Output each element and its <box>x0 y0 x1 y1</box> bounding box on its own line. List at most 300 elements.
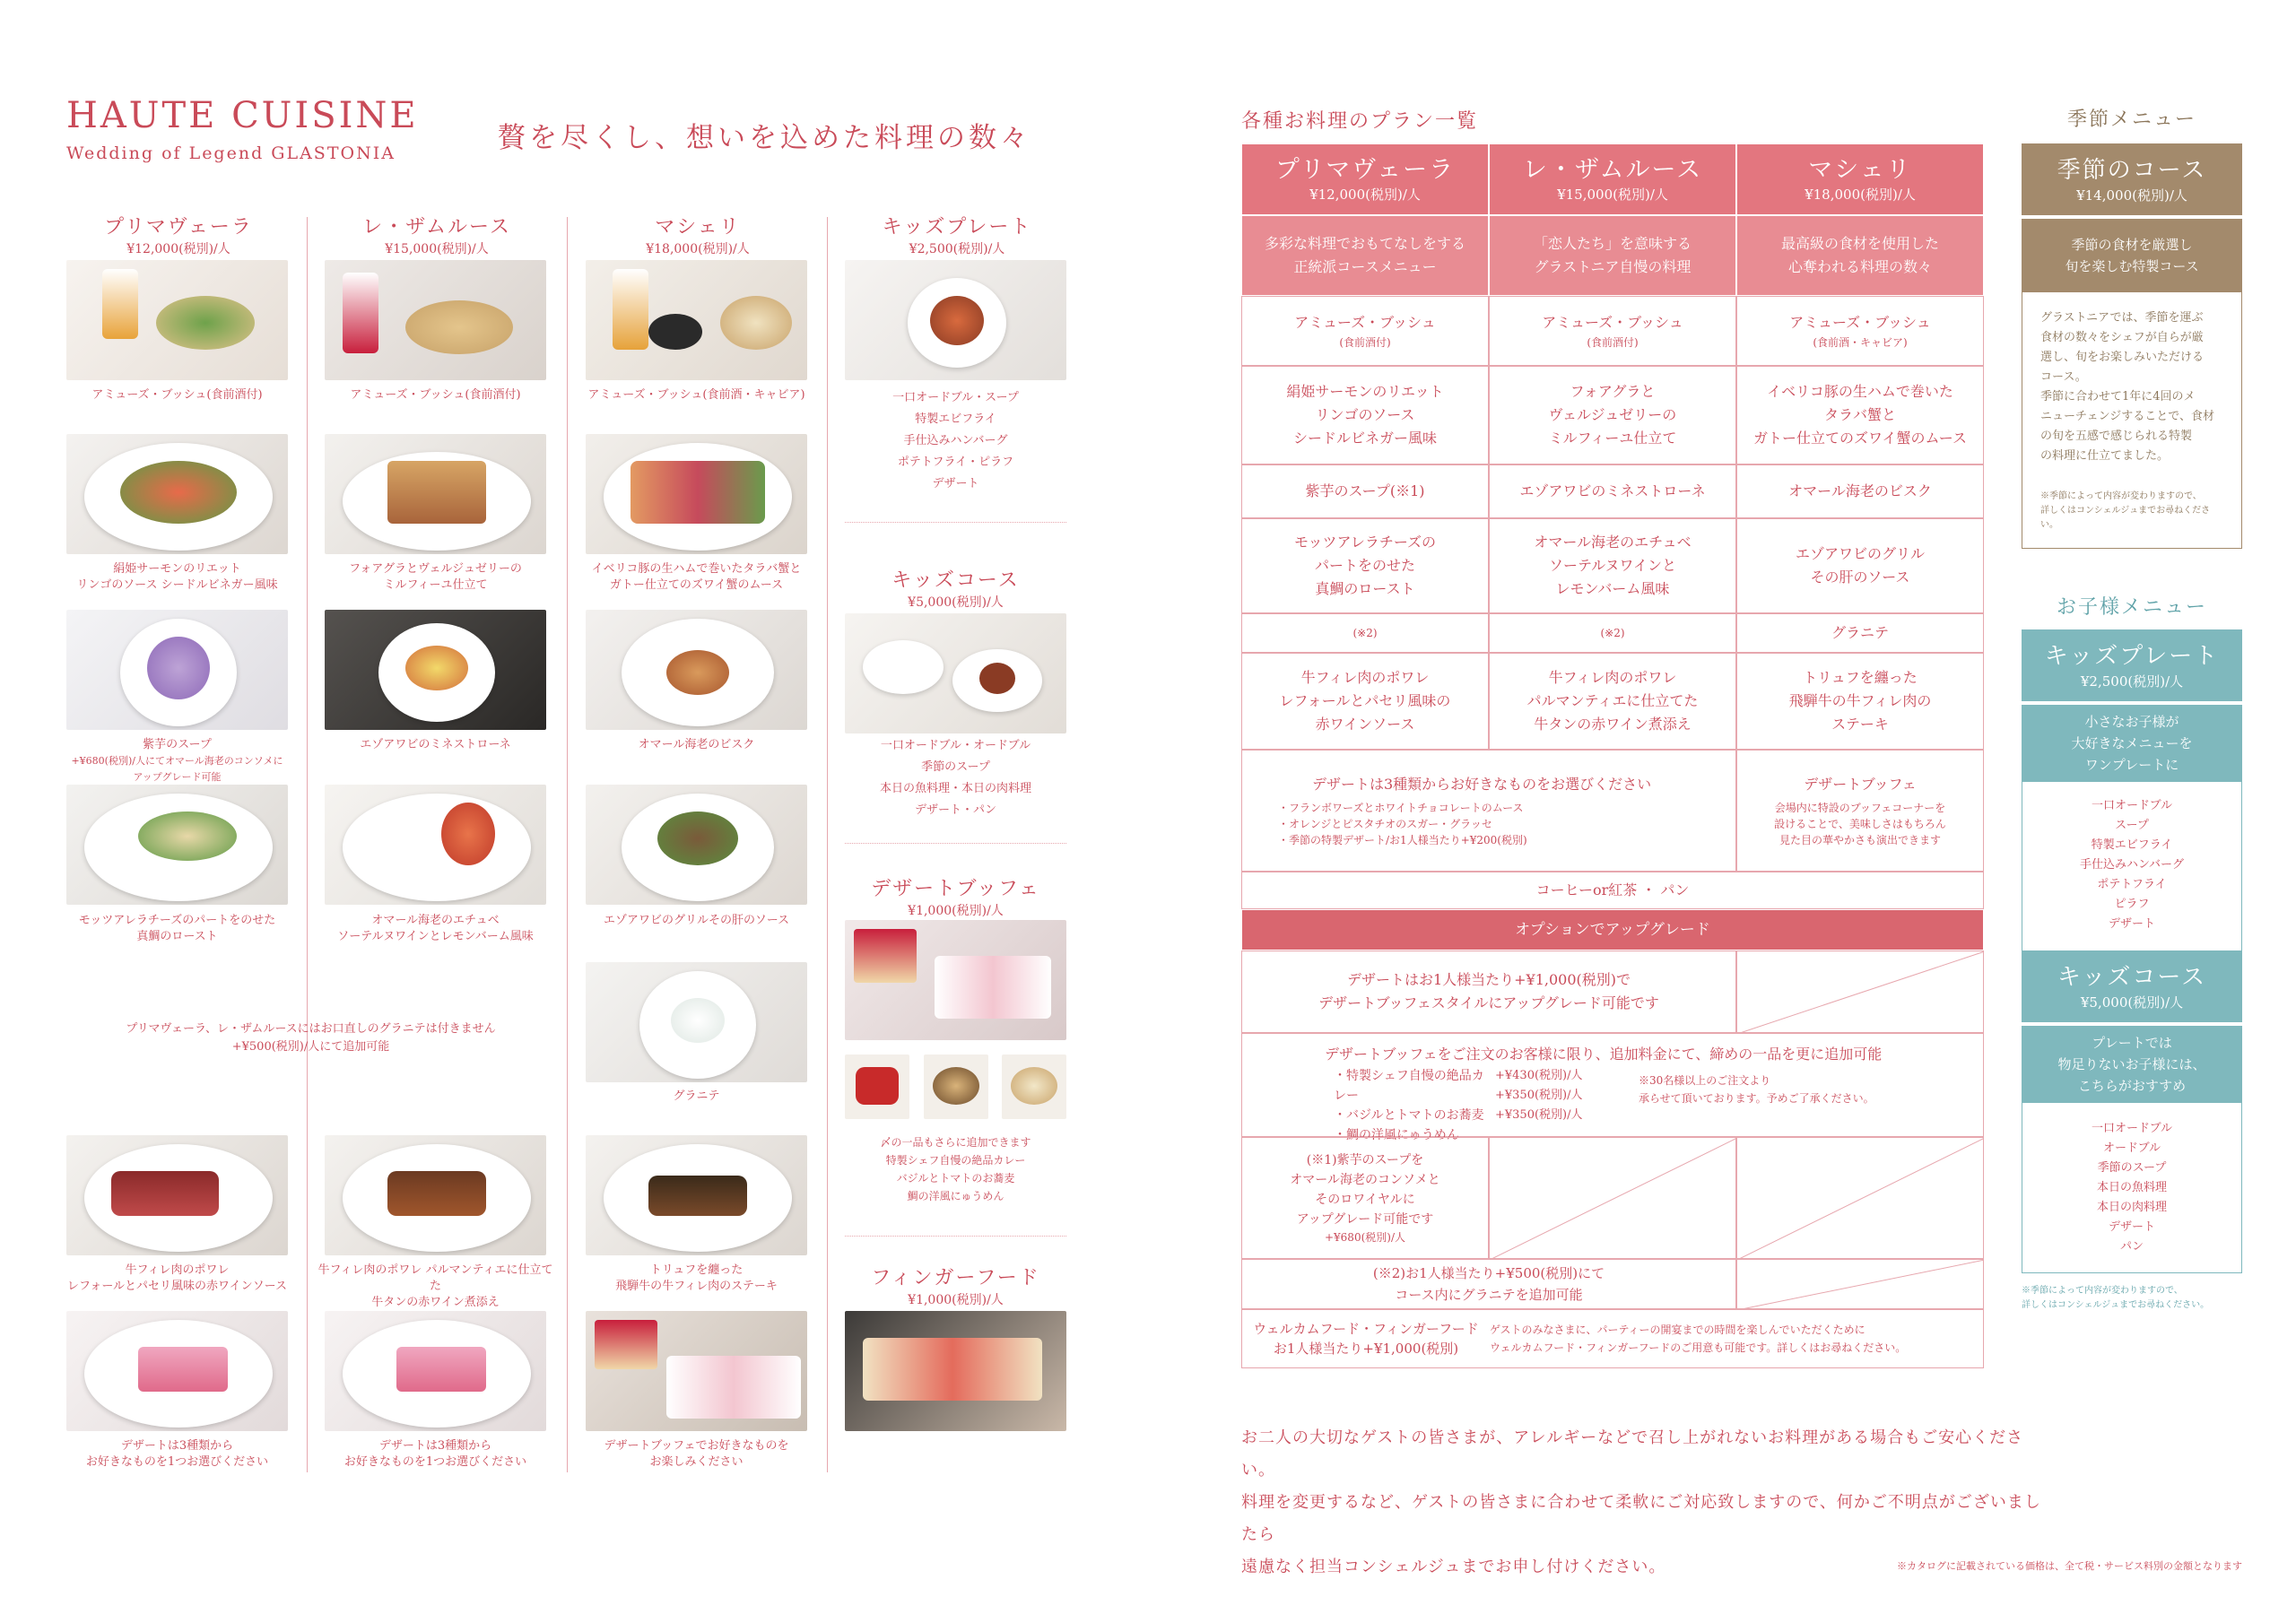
seasonal-note-line: 詳しくはコンシェルジュまでお尋ねください。 <box>2040 506 2211 530</box>
kids-item: デザート <box>2108 917 2155 931</box>
caption <box>586 1438 807 1471</box>
dish-dessert <box>396 1347 486 1392</box>
option-item: ・バジルとトマトのお蕎麦 <box>1334 1108 1484 1123</box>
dish-food <box>387 461 486 524</box>
kids-sub-line: ワンプレートに <box>2084 757 2179 773</box>
kids-course-list <box>2022 1103 2242 1273</box>
buffet-note-line: 特製シェフ自慢の絶品カレー <box>885 1154 1026 1167</box>
plan-cell <box>1241 613 1489 653</box>
dish-photo <box>586 434 807 554</box>
caption <box>317 1263 553 1311</box>
plan-cell <box>1241 366 1489 464</box>
option-row <box>1241 1309 1984 1368</box>
caption-line: アミューズ・ブッシュ(食前酒付) <box>91 388 263 402</box>
plan-cell <box>1736 464 1984 518</box>
dish-photo <box>586 1311 807 1431</box>
kids-item: 季節のスープ <box>2097 1161 2167 1175</box>
option-empty <box>1489 1137 1736 1259</box>
dish-food <box>138 812 237 861</box>
dessert-buffet-title <box>845 873 1066 919</box>
dish-food <box>156 296 255 350</box>
dish-soup <box>147 637 210 699</box>
plan-name: プリマヴェーラ <box>1274 156 1456 184</box>
plan-cell <box>1736 653 1984 750</box>
kids-item: オードブル <box>2102 1141 2161 1155</box>
dish-photo <box>66 1311 288 1431</box>
dish-photo <box>325 1135 546 1255</box>
dish-photo <box>66 434 288 554</box>
kids-course-name: キッズコース <box>891 569 1020 592</box>
caption-line: モッツアレラチーズのパートをのせた <box>78 914 276 927</box>
cell-line: パートをのせた <box>1314 557 1415 574</box>
dish-soup <box>405 646 468 690</box>
cell-line: タラバ蟹と <box>1823 406 1896 423</box>
plan-desc-line: 多彩な料理でおもてなしをする <box>1264 235 1465 252</box>
cell-line: イベリコ豚の生ハムで巻いた <box>1767 383 1953 400</box>
tax-note: ※カタログに記載されている価格は、全て税・サービス料別の金額となります <box>1897 1560 2242 1572</box>
granite-note <box>66 1020 555 1056</box>
option-line: (※2)お1人様当たり+¥500(税別)にて <box>1372 1265 1605 1281</box>
coffee-row <box>1241 872 1984 909</box>
kids-course-sub <box>2022 1026 2242 1103</box>
caption-line: デザートは3種類から <box>120 1439 234 1453</box>
kids-plate-sub <box>2022 705 2242 782</box>
plan-price: ¥15,000(税別)/人 <box>1557 187 1668 203</box>
cell-line: (※2) <box>1352 627 1378 639</box>
plan-cell <box>1241 464 1489 518</box>
kids-note <box>2022 1284 2264 1313</box>
dessert-item: 設けることで、美味しさはもちろん <box>1774 818 1946 830</box>
caption-line: リンゴのソース シードルビネガー風味 <box>76 578 278 592</box>
dish-glass <box>343 273 378 353</box>
kids-item: デザート・パン <box>914 803 996 817</box>
cell-line: 飛騨牛の牛フィレ肉の <box>1788 692 1932 709</box>
cell-line: 真鯛のロースト <box>1315 580 1415 597</box>
dessert-right <box>1736 750 1984 872</box>
divider <box>845 1236 1066 1237</box>
option-title-line: デザートブッフェをご注文のお客様に限り、追加料金にて、締めの一品を更に追加可能 <box>1325 1046 1883 1063</box>
plans-section-title: 各種お料理のプラン一覧 <box>1241 110 1479 133</box>
cell-line: ミルフィーユ仕立て <box>1548 430 1677 447</box>
cell-line: グラニテ <box>1831 624 1889 641</box>
caption <box>586 387 807 404</box>
cell-line: 牛フィレ肉のポワレ <box>1300 669 1430 686</box>
option-line: デザートはお1人様当たり+¥1,000(税別)で <box>1346 971 1631 988</box>
divider <box>845 522 1066 523</box>
dish-plate <box>343 794 531 901</box>
col-price: ¥15,000(税別)/人 <box>385 242 489 256</box>
buffet-note-line: バジルとトマトのお蕎麦 <box>896 1172 1015 1185</box>
dessert-left <box>1241 750 1736 872</box>
dish-photo <box>66 610 288 730</box>
caption-line: アミューズ・ブッシュ(食前酒・キャビア) <box>587 388 805 402</box>
caption <box>586 913 807 929</box>
plan-cell <box>1736 613 1984 653</box>
col-price: ¥18,000(税別)/人 <box>646 242 750 256</box>
buffet-price: ¥1,000(税別)/人 <box>908 904 1004 918</box>
dish-photo <box>586 260 807 380</box>
dish-food <box>405 300 513 354</box>
plan-desc-line: 「恋人たち」を意味する <box>1533 235 1692 252</box>
caption-line: +¥680(税別)/人にてオマール海老のコンソメに <box>71 755 283 767</box>
col-name: プリマヴェーラ <box>104 216 253 239</box>
dish-meat <box>648 1176 747 1216</box>
cell-line: トリュフを纏った <box>1803 669 1918 686</box>
cell-line: リンゴのソース <box>1315 406 1415 423</box>
kids-item: ポテトフライ・ピラフ <box>897 456 1014 469</box>
kids-course-header <box>2022 950 2242 1022</box>
caption <box>586 1263 807 1295</box>
cell-line: アミューズ・ブッシュ <box>1294 314 1436 331</box>
dessert-item: ・フランボワーズとホワイトチョコレートのムース <box>1278 802 1524 814</box>
caption <box>66 387 288 404</box>
dish-photo <box>924 1055 988 1119</box>
plan-header-macherie <box>1736 143 1984 215</box>
empty-cell-slash <box>1737 1260 1984 1309</box>
dish-photo <box>586 610 807 730</box>
option-note-line: ※30名様以上のご注文より <box>1639 1074 1771 1087</box>
cell-line: 紫芋のスープ(※1) <box>1305 482 1425 499</box>
caption-line: フォアグラとヴェルジュゼリーの <box>349 562 522 576</box>
dish-food <box>979 663 1015 694</box>
dish-photo <box>586 962 807 1082</box>
cell-line: エゾアワビのミネストローネ <box>1519 482 1706 499</box>
kids-note-line: 詳しくはコンシェルジュまでお尋ねください。 <box>2022 1300 2210 1310</box>
col-name: レ・ザムルース <box>362 216 511 239</box>
col-title-macherie <box>586 212 810 257</box>
column-divider <box>827 217 828 1472</box>
caption-line: グラニテ <box>673 1089 720 1103</box>
option-items <box>1334 1066 1874 1145</box>
plan-header-lesamours <box>1489 143 1736 215</box>
kids-item: 一口オードブル <box>2091 1122 2173 1135</box>
plan-cell <box>1241 296 1489 366</box>
option-row <box>1241 1137 1489 1259</box>
option-item-prices <box>1495 1066 1639 1145</box>
dish-photo <box>586 785 807 905</box>
dessert-item: ・季節の特製デザート/お1人様当たり+¥200(税別) <box>1278 834 1527 846</box>
finger-price: ¥1,000(税別)/人 <box>908 1293 1004 1307</box>
dish-food <box>657 812 738 865</box>
cell-line: ステーキ <box>1831 716 1889 733</box>
caption <box>325 737 546 753</box>
seasonal-line: の料理に仕立てました。 <box>2040 449 2170 463</box>
dish-photo <box>325 1311 546 1431</box>
granite-note-line: +¥500(税別)/人にて追加可能 <box>231 1040 390 1054</box>
kids-item: 特製エビフライ <box>915 412 996 426</box>
plan-desc <box>1241 215 1489 296</box>
seasonal-line: 選し、旬をお楽しみいただける <box>2040 351 2205 364</box>
empty-cell-slash <box>1737 951 1984 1033</box>
brand-title: HAUTE CUISINE <box>66 95 419 136</box>
seasonal-line: グラストニアでは、季節を運ぶ <box>2040 311 2204 325</box>
dessert-item: 会場内に特設のブッフェコーナーを <box>1774 802 1946 814</box>
option-empty <box>1736 1137 1984 1259</box>
kids-item: ポテトフライ <box>2097 878 2167 891</box>
option-price: +¥430(税別)/人 <box>1495 1069 1583 1082</box>
kids-item: 特製エビフライ <box>2091 838 2173 852</box>
plan-desc-line: グラストニア自慢の料理 <box>1534 258 1692 275</box>
dish-glass <box>102 269 138 339</box>
tagline: 贅を尽くし、想いを込めた料理の数々 <box>498 122 1031 154</box>
caption <box>66 561 288 594</box>
cell-line: オマール海老のエチュベ <box>1534 534 1692 551</box>
cell-note: (食前酒付) <box>1587 336 1639 349</box>
seasonal-header <box>2022 143 2242 215</box>
dish-soup <box>666 650 729 695</box>
kids-course-price: ¥5,000(税別)/人 <box>908 595 1004 610</box>
caption-line: 牛タンの赤ワイン煮添え <box>371 1296 500 1309</box>
cell-line: レフォールとパセリ風味の <box>1279 692 1451 709</box>
kids-sub-line: こちらがおすすめ <box>2077 1078 2187 1094</box>
seasonal-note <box>2040 490 2223 533</box>
plan-name: マシェリ <box>1808 156 1912 184</box>
kids-item: 季節のスープ <box>921 760 990 774</box>
dish-cake <box>854 929 917 983</box>
dish-photo <box>845 1311 1066 1431</box>
plan-desc-line: 最高級の食材を使用した <box>1780 235 1939 252</box>
plan-price: ¥18,000(税別)/人 <box>1805 187 1916 203</box>
caption-line: 真鯛のロースト <box>136 930 218 943</box>
col-title-lesamours <box>325 212 549 257</box>
plan-desc <box>1489 215 1736 296</box>
seasonal-label: 季節メニュー <box>2066 108 2196 131</box>
dish-photo <box>325 785 546 905</box>
seasonal-title: 季節のコース <box>2057 156 2207 184</box>
option-note <box>1639 1066 1874 1145</box>
seasonal-line: ニューチェンジすることで、食材 <box>2040 410 2215 423</box>
kids-item: 一口オードブル・スープ <box>892 391 1019 404</box>
dish-caviar <box>648 314 702 350</box>
empty-cell-slash <box>1737 1138 1984 1259</box>
dish-meat <box>111 1171 219 1216</box>
caption-line: ガトー仕立てのズワイ蟹のムース <box>609 578 784 592</box>
dessert-item: ・オレンジとピスタチオのスガー・グラッセ <box>1278 818 1492 830</box>
buffet-name: デザートブッフェ <box>871 878 1040 900</box>
option-line: デザートブッフェスタイルにアップグレード可能です <box>1318 994 1659 1011</box>
col-title-primavera <box>66 212 291 257</box>
kids-course-title <box>845 565 1066 611</box>
option-item: ・特製シェフ自慢の絶品カレー <box>1334 1069 1484 1103</box>
col-name: マシェリ <box>655 216 741 239</box>
cell-line: ヴェルジュゼリーの <box>1548 406 1677 423</box>
kids-course-name: キッズコース <box>2057 963 2207 991</box>
caption-line: イベリコ豚の生ハムで巻いたタラバ蟹と <box>591 562 802 576</box>
cell-line: (※2) <box>1600 627 1625 639</box>
kids-item: スープ <box>2115 819 2149 832</box>
cell-line: ソーテルヌワインと <box>1548 557 1677 574</box>
dish-cake <box>666 1356 801 1419</box>
dish-glass <box>613 269 648 350</box>
footer-line: 料理を変更するなど、ゲストの皆さまに合わせて柔軟にご対応致しますので、何かご不明点がございましたら <box>1241 1493 2041 1544</box>
cell-line: その肝のソース <box>1810 568 1910 586</box>
finger-food-title <box>845 1263 1066 1308</box>
caption-line: 牛フィレ肉のポワレ <box>125 1263 230 1277</box>
option-row <box>1241 1259 1736 1309</box>
dish-photo <box>325 434 546 554</box>
option-price: +¥350(税別)/人 <box>1495 1089 1583 1102</box>
option-header <box>1241 909 1984 950</box>
caption <box>586 1089 807 1105</box>
option-price: +¥350(税別)/人 <box>1495 1108 1583 1122</box>
dessert-title: デザートブッフェ <box>1804 776 1917 793</box>
footer-line: お二人の大切なゲストの皆さまが、アレルギーなどで召し上がれないお料理がある場合もご安心ください。 <box>1241 1428 2024 1480</box>
kids-sub-line: 大好きなメニューを <box>2071 735 2193 751</box>
cell-line: パルマンティエに仕立てた <box>1526 692 1699 709</box>
cell-line: 牛フィレ肉のポワレ <box>1548 669 1677 686</box>
option-line: (※1)紫芋のスープを <box>1306 1153 1424 1167</box>
dish-photo <box>66 260 288 380</box>
caption-line: デザートは3種類から <box>378 1439 492 1453</box>
option-note-line: ウェルカムフード・フィンガーフードのご用意も可能です。詳しくはお尋ねください。 <box>1490 1341 1907 1354</box>
dish-photo <box>845 1055 909 1119</box>
plan-cell <box>1736 296 1984 366</box>
plan-name: レ・ザムルース <box>1522 156 1703 184</box>
option-row <box>1241 950 1736 1033</box>
kids-item: ピラフ <box>2114 898 2150 911</box>
caption <box>325 561 546 594</box>
caption <box>325 387 546 404</box>
plan-cell <box>1489 613 1736 653</box>
cell-line: ガトー仕立てのズワイ蟹のムース <box>1753 430 1967 447</box>
cell-line: 絹姫サーモンのリエット <box>1286 383 1444 400</box>
option-welcome <box>1242 1319 1490 1358</box>
option-title: オプションでアップグレード <box>1515 921 1710 939</box>
seasonal-line: の旬を五感で感じられる特製 <box>2040 430 2193 443</box>
column-divider <box>567 217 568 1472</box>
option-line: お1人様当たり+¥1,000(税別) <box>1273 1341 1459 1357</box>
seasonal-line: 季節に合わせて1年に4回のメ <box>2040 390 2196 404</box>
kids-label: お子様メニュー <box>2056 596 2207 619</box>
option-empty <box>1736 950 1984 1033</box>
buffet-note-line: 〆の一品もさらに追加できます <box>880 1136 1031 1149</box>
kids-item: 一口オードブル・オードブル <box>880 739 1031 752</box>
plan-cell <box>1489 518 1736 613</box>
option-note-line: ゲストのみなさまに、パーティーの開宴までの時間を楽しんでいただくために <box>1490 1324 1866 1336</box>
caption-line: レフォールとパセリ風味の赤ワインソース <box>66 1280 288 1293</box>
dish-photo <box>1002 1055 1066 1119</box>
kids-plate-price: ¥2,500(税別)/人 <box>2080 673 2184 690</box>
caption <box>66 1438 288 1471</box>
seasonal-sub-line: 旬を楽しむ特製コース <box>2065 258 2199 274</box>
cell-line: フォアグラと <box>1570 383 1656 400</box>
seasonal-sub <box>2022 219 2242 292</box>
seasonal-sub-line: 季節の食材を厳選し <box>2071 237 2193 253</box>
kids-plate-items <box>845 387 1066 495</box>
dish-photo <box>66 785 288 905</box>
plan-header-primavera <box>1241 143 1489 215</box>
kids-note-line: ※季節によって内容が変わりますので、 <box>2022 1286 2183 1296</box>
granite-note-line: プリマヴェーラ、レ・ザムルースにはお口直しのグラニテは付きません <box>126 1022 496 1036</box>
kids-item: デザート <box>2108 1220 2155 1234</box>
caption-line: デザートブッフェでお好きなものを <box>604 1439 789 1453</box>
caption-line: ミルフィーユ仕立て <box>383 578 488 592</box>
kids-plate-header <box>2022 629 2242 701</box>
dish-food <box>120 461 237 524</box>
plan-cell <box>1489 464 1736 518</box>
caption-line: オマール海老のビスク <box>638 738 755 751</box>
dish-bowl <box>1011 1067 1057 1105</box>
kids-item: 手仕込みハンバーグ <box>2079 858 2185 872</box>
option-line: アップグレード可能です <box>1296 1212 1434 1227</box>
caption-line: アップグレード可能 <box>133 771 222 783</box>
dish-glasses <box>863 1338 1042 1401</box>
dish-food <box>720 296 792 350</box>
option-line: +¥680(税別)/人 <box>1324 1231 1405 1244</box>
kids-sub-line: プレートでは <box>2092 1035 2172 1051</box>
coffee-text: コーヒーor紅茶 ・ パン <box>1535 881 1690 898</box>
seasonal-note-line: ※季節によって内容が変わりますので、 <box>2040 491 2202 501</box>
caption-line: エゾアワビのミネストローネ <box>360 738 511 751</box>
dish-food <box>441 803 495 865</box>
dish-photo <box>325 610 546 730</box>
dish-photo <box>586 1135 807 1255</box>
dish-dessert <box>138 1347 228 1392</box>
dish-bowl <box>933 1067 979 1105</box>
caption <box>66 913 288 945</box>
plan-desc-line: 正統派コースメニュー <box>1293 258 1437 275</box>
seasonal-price: ¥14,000(税別)/人 <box>2076 187 2187 204</box>
dish-photo <box>845 920 1066 1040</box>
kids-plate-title: キッズプレート <box>2044 642 2220 670</box>
seasonal-line: 食材の数々をシェフが自らが厳 <box>2040 331 2204 344</box>
dessert-text: 季節の特製デザート/お1人様当たり+¥200(税別) <box>1289 834 1527 846</box>
brand-subtitle: Wedding of Legend GLASTONIA <box>66 143 396 163</box>
kids-item: パン <box>2119 1240 2144 1254</box>
caption <box>325 913 546 945</box>
kids-item: 本日の魚料理 <box>2096 1181 2167 1194</box>
empty-cell-slash <box>1490 1138 1736 1259</box>
caption-line: アミューズ・ブッシュ(食前酒付) <box>350 388 521 402</box>
cell-line: 赤ワインソース <box>1315 716 1415 733</box>
caption-line: エゾアワビのグリルその肝のソース <box>603 914 790 927</box>
plan-cell <box>1736 366 1984 464</box>
caption <box>66 737 288 785</box>
kids-plate-list <box>2022 782 2242 950</box>
cell-line: シードルビネガー風味 <box>1292 430 1437 447</box>
caption-line: オマール海老のエチュベ <box>371 914 500 927</box>
dish-photo <box>325 260 546 380</box>
column-divider <box>307 217 308 1472</box>
cell-note: (食前酒付) <box>1339 336 1391 349</box>
dish-photo <box>845 613 1066 733</box>
cell-line: 牛タンの赤ワイン煮添え <box>1534 716 1692 733</box>
dish-plate <box>863 640 944 694</box>
dessert-item: 見た目の華やかさも演出できます <box>1779 834 1941 846</box>
dish-food <box>930 296 984 345</box>
dessert-text: オレンジとピスタチオのスガー・グラッセ <box>1289 818 1492 830</box>
cell-note: (食前酒・キャビア) <box>1813 336 1908 349</box>
caption-line: トリュフを纏った <box>649 1263 744 1277</box>
caption-line: 紫芋のスープ <box>143 738 212 751</box>
kids-sub-line: 小さなお子様が <box>2084 714 2179 730</box>
caption <box>586 561 807 594</box>
col-title-kidsplate <box>845 212 1069 257</box>
cell-line: オマール海老のビスク <box>1788 482 1932 499</box>
dish-food <box>631 461 765 524</box>
dish-cake <box>595 1320 657 1369</box>
kids-item: 手仕込みハンバーグ <box>903 434 1008 447</box>
option-line: オマール海老のコンソメと <box>1290 1173 1440 1187</box>
footer-line: 遠慮なく担当コンシェルジュまでお申し付けください。 <box>1241 1558 1666 1576</box>
buffet-note-line: 鯛の洋風にゅうめん <box>907 1190 1004 1202</box>
plan-cell <box>1489 653 1736 750</box>
caption-line: お好きなものを1つお選びください <box>344 1455 527 1469</box>
kids-item: 本日の肉料理 <box>2096 1201 2167 1214</box>
plan-cell <box>1736 518 1984 613</box>
finger-name: フィンガーフード <box>871 1267 1040 1289</box>
dish-photo <box>66 1135 288 1255</box>
